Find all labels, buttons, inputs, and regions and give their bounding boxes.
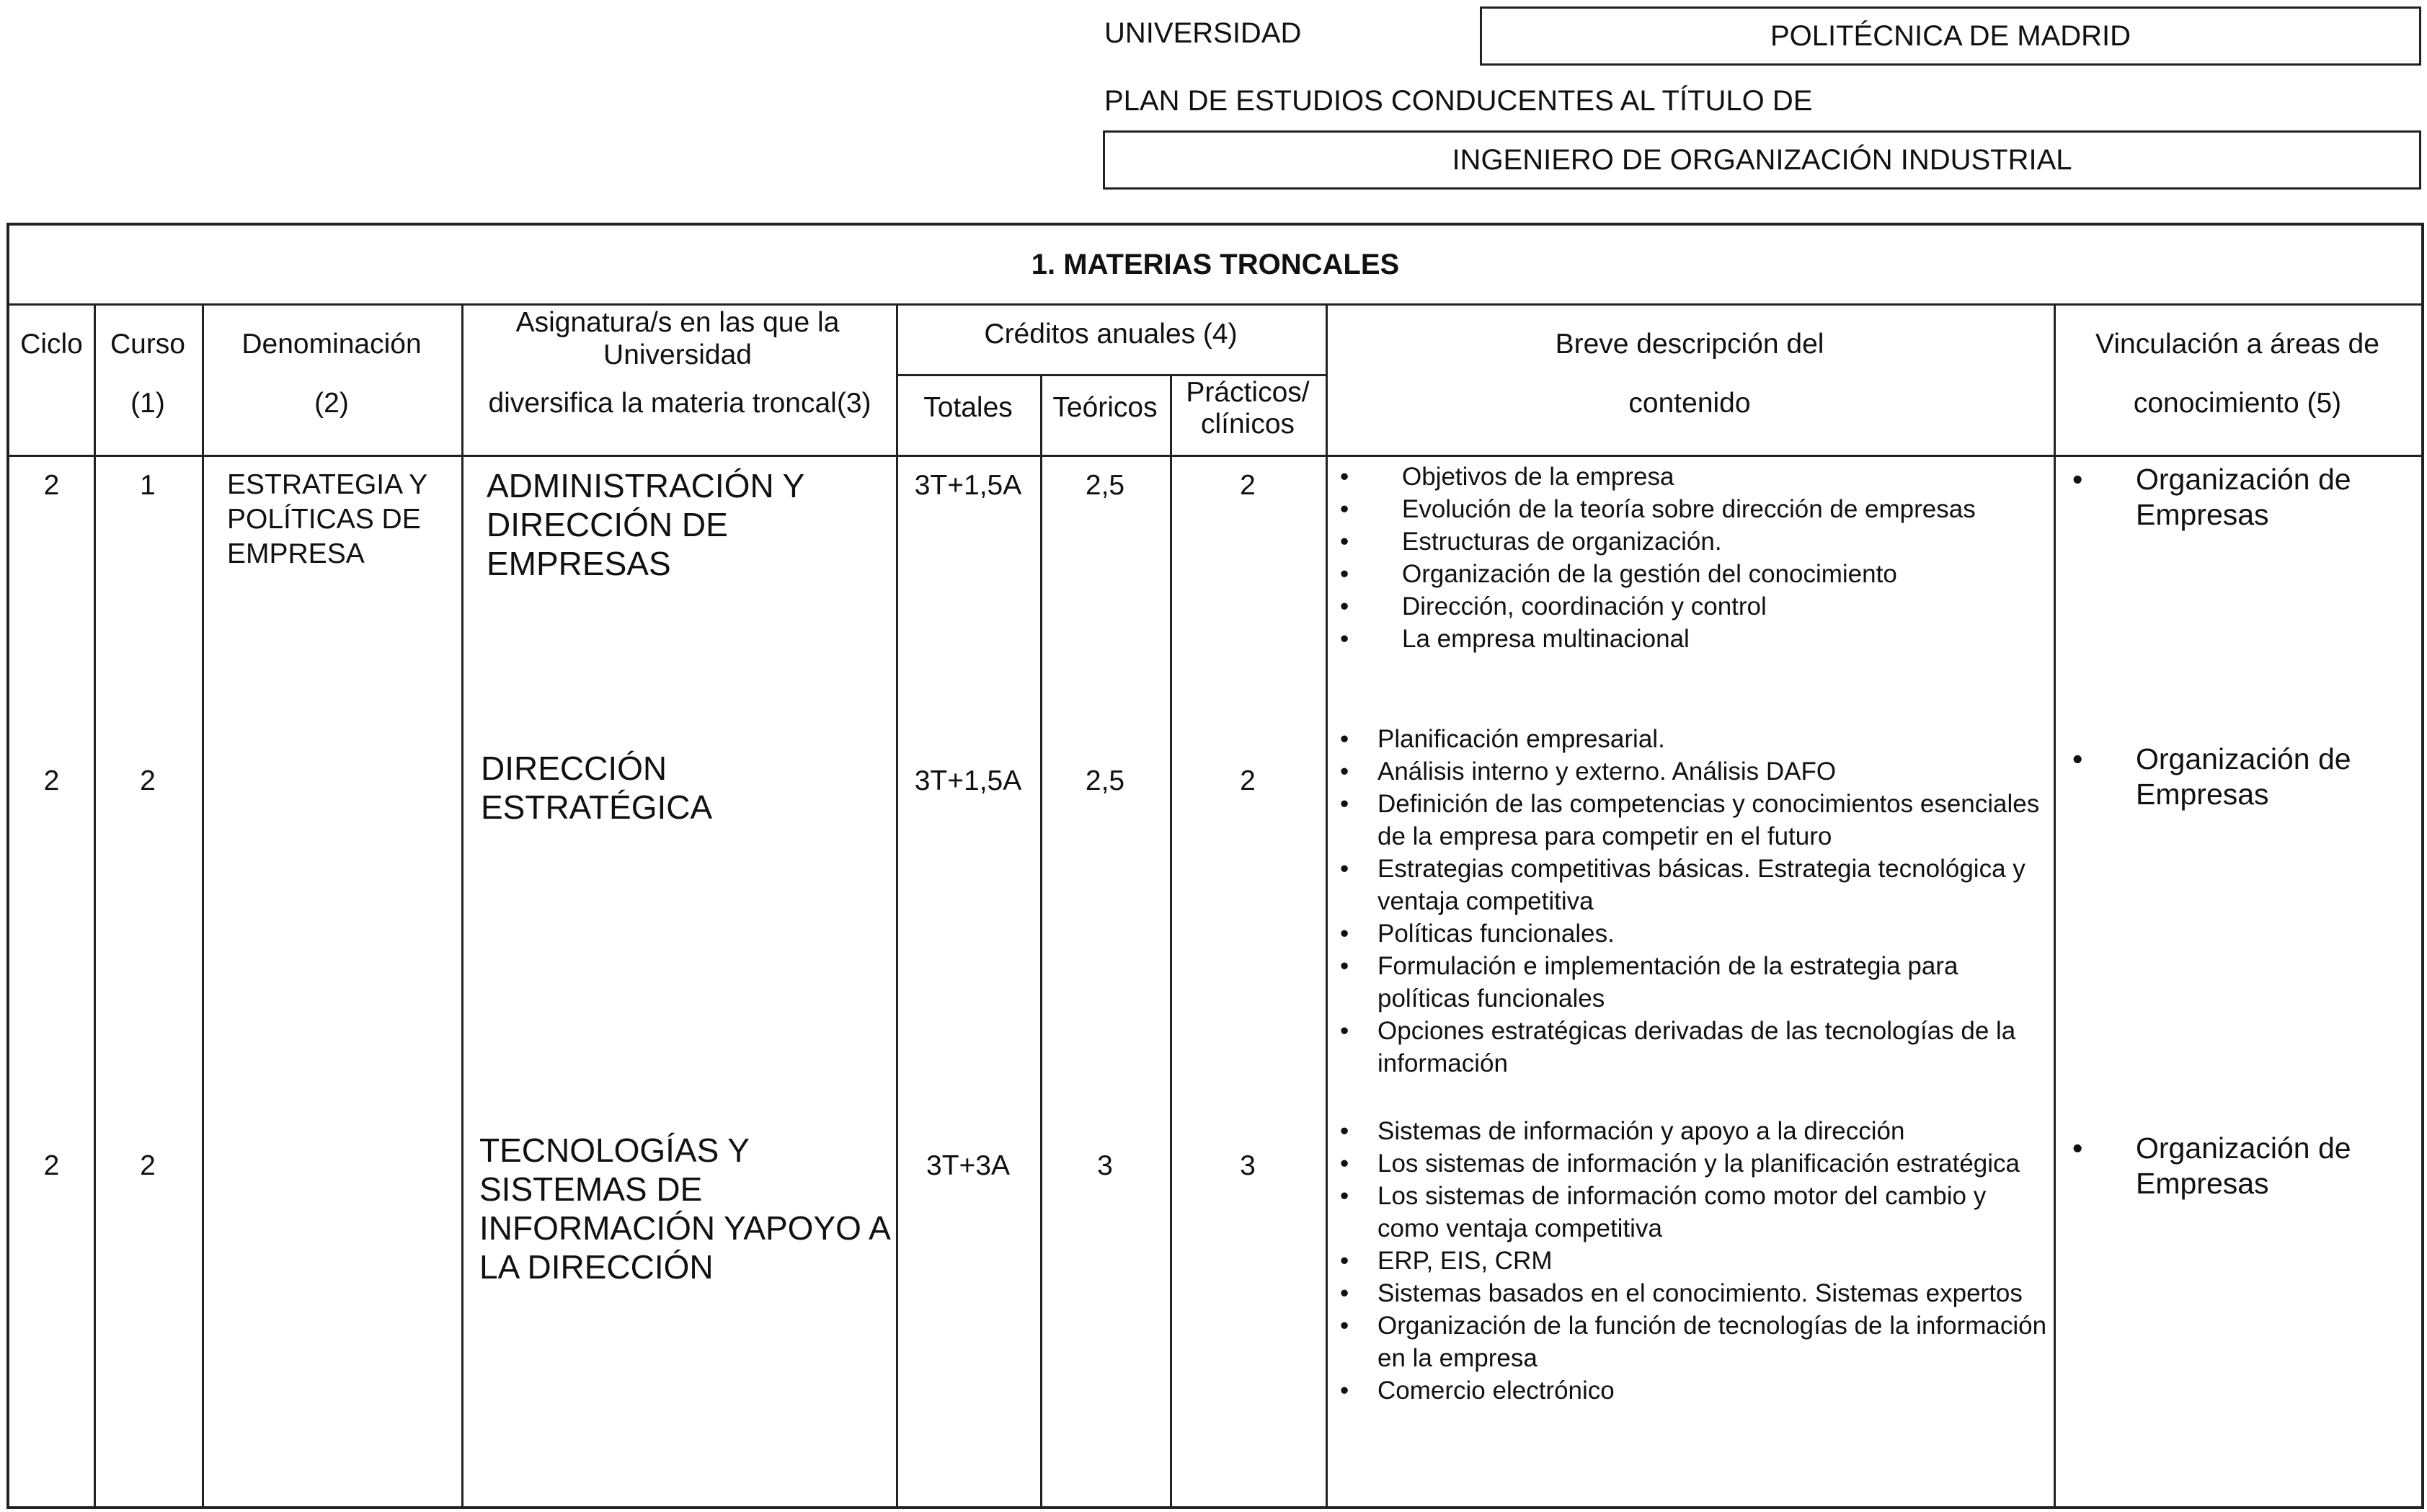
row-totales: 3T+1,5A: [914, 765, 1022, 796]
list-item: • Definición de las competencias y conocimientos esenciales de la empresa para competir en el futuro: [1330, 788, 2051, 853]
row-practicos: 3: [1240, 1150, 1256, 1181]
universidad-value: POLITÉCNICA DE MADRID: [1770, 19, 2131, 52]
list-item: • Los sistemas de información como motor del cambio y como ventaja competitiva: [1330, 1180, 2051, 1245]
col-divider: [2054, 303, 2056, 1509]
col-divider: [1170, 374, 1172, 1509]
row-asignatura: TECNOLOGÍAS Y SISTEMAS DE INFORMACIÓN YAPOYO A LA DIRECCIÓN: [479, 1131, 889, 1286]
col-divider: [461, 303, 463, 1509]
row-vinculacion-list: [2064, 1131, 2388, 1201]
table-title: 1. MATERIAS TRONCALES: [1031, 249, 1400, 280]
row-practicos: 2: [1240, 470, 1256, 501]
list-item: • Sistemas basados en el conocimiento. Sistemas expertos: [1330, 1277, 2051, 1309]
row-teoricos: 2,5: [1085, 765, 1125, 796]
row-asignatura: ADMINISTRACIÓN Y DIRECCIÓN DE EMPRESAS: [487, 467, 804, 582]
rule-title-bottom: [9, 303, 2421, 306]
list-item: • Evolución de la teoría sobre dirección de empresas: [1330, 493, 2044, 525]
row-vinculacion-list: [2064, 742, 2388, 812]
list-item: • Estrategias competitivas básicas. Estrategia tecnológica y ventaja competitiva: [1330, 853, 2051, 917]
header-teoricos: Teóricos: [1052, 392, 1158, 423]
list-item: • Organización de Empresas: [2064, 462, 2388, 533]
header-descripcion-line2: contenido: [1628, 388, 1751, 419]
row-curso: 2: [140, 765, 156, 796]
row-teoricos: 2,5: [1085, 470, 1125, 501]
header-denominacion-note: (2): [314, 388, 349, 419]
header-descripcion-line1: Breve descripción del: [1555, 329, 1824, 360]
list-item: • Organización de Empresas: [2064, 742, 2388, 812]
list-item: • La empresa multinacional: [1330, 623, 2044, 655]
header-asignatura-line1: Asignatura/s en las que la Universidad: [515, 307, 840, 370]
list-item: • Los sistemas de información y la planificación estratégica: [1330, 1147, 2051, 1180]
row-descripcion-list: [1330, 461, 2044, 655]
list-item: • Organización de la función de tecnologías de la información en la empresa: [1330, 1309, 2051, 1374]
row-ciclo: 2: [43, 765, 60, 796]
row-curso: 2: [140, 1150, 156, 1181]
list-item: • Organización de Empresas: [2064, 1131, 2388, 1201]
row-descripcion-list: [1330, 1115, 2051, 1407]
header-ciclo: Ciclo: [20, 329, 83, 360]
row-totales: 3T+3A: [926, 1150, 1010, 1181]
row-ciclo: 2: [43, 1150, 60, 1181]
list-item: • Sistemas de información y apoyo a la dirección: [1330, 1115, 2051, 1147]
list-item: • Políticas funcionales.: [1330, 917, 2051, 950]
list-item: • Opciones estratégicas derivadas de las tecnologías de la información: [1330, 1015, 2051, 1080]
list-item: • Análisis interno y externo. Análisis DAFO: [1330, 755, 2051, 788]
header-denominacion: Denominación: [241, 329, 422, 360]
plan-label: PLAN DE ESTUDIOS CONDUCENTES AL TÍTULO DE: [1104, 85, 1813, 117]
row-vinculacion-list: [2064, 462, 2388, 533]
list-item: • ERP, EIS, CRM: [1330, 1245, 2051, 1277]
row-ciclo: 2: [43, 470, 60, 501]
header-vinculacion-line2: conocimiento (5): [2133, 388, 2342, 419]
row-teoricos: 3: [1097, 1150, 1113, 1181]
list-item: • Dirección, coordinación y control: [1330, 590, 2044, 623]
row-asignatura: DIRECCIÓN ESTRATÉGICA: [481, 750, 713, 826]
row-practicos: 2: [1240, 765, 1256, 796]
row-descripcion-list: [1330, 723, 2051, 1080]
header-curso: Curso: [110, 329, 186, 360]
list-item: • Organización de la gestión del conocimiento: [1330, 558, 2044, 590]
rule-header-bottom: [9, 455, 2421, 457]
rule-creditos-sub: [896, 374, 1326, 376]
row-totales: 3T+1,5A: [914, 470, 1022, 501]
list-item: • Formulación e implementación de la estrategia para políticas funcionales: [1330, 950, 2051, 1015]
col-divider: [1040, 374, 1042, 1509]
list-item: • Planificación empresarial.: [1330, 723, 2051, 755]
row-curso: 1: [140, 470, 156, 501]
list-item: • Objetivos de la empresa: [1330, 461, 2044, 493]
header-curso-note: (1): [130, 388, 165, 419]
header-practicos: Prácticos/ clínicos: [1186, 377, 1310, 440]
titulo-value-box: [1103, 130, 2421, 190]
list-item: • Estructuras de organización.: [1330, 525, 2044, 558]
header-creditos: Créditos anuales (4): [984, 319, 1238, 350]
header-vinculacion-line1: Vinculación a áreas de: [2095, 329, 2379, 360]
universidad-value-box: [1480, 6, 2421, 66]
list-item: • Comercio electrónico: [1330, 1374, 2051, 1407]
titulo-value: INGENIERO DE ORGANIZACIÓN INDUSTRIAL: [1452, 143, 2072, 176]
row-denominacion: ESTRATEGIA Y POLÍTICAS DE EMPRESA: [227, 469, 427, 569]
materias-troncales-table: [6, 223, 2424, 1509]
col-divider: [202, 303, 204, 1509]
universidad-label: UNIVERSIDAD: [1104, 17, 1302, 49]
header-totales: Totales: [923, 392, 1013, 423]
col-divider: [1326, 303, 1328, 1509]
header-asignatura-line2: diversifica la materia troncal(3): [488, 388, 871, 419]
